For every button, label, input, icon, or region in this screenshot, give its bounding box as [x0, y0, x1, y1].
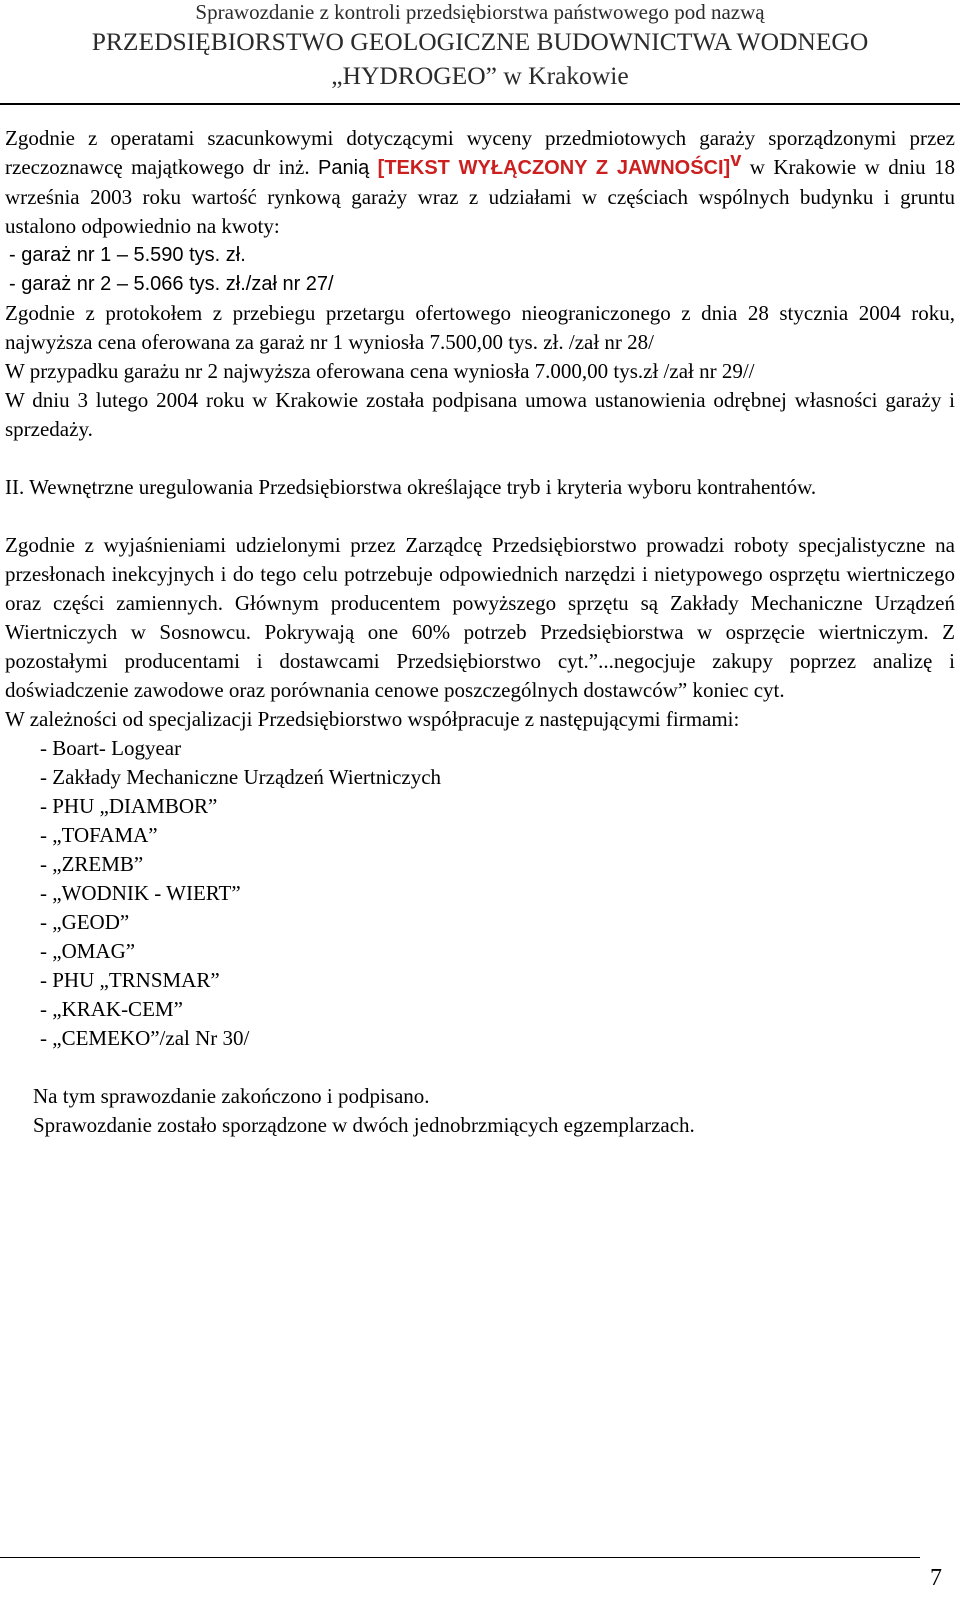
list-item: - „ZREMB”	[40, 852, 144, 876]
list-item: - Zakłady Mechaniczne Urządzeń Wiertniczych	[40, 765, 442, 789]
header-line-1: Sprawozdanie z kontroli przedsiębiorstwa państwowego pod nazwą	[195, 0, 765, 24]
list-item: - Boart- Logyear	[40, 736, 182, 760]
section-heading-ii	[5, 473, 955, 502]
paragraph-valuation	[5, 124, 955, 241]
firms-list	[5, 734, 955, 1053]
closing-line-2: Sprawozdanie zostało sporządzone w dwóch jednobrzmiących egzemplarzach.	[33, 1113, 695, 1137]
garage-2-value: - garaż nr 2 – 5.066 tys. zł./zał nr 27/	[9, 273, 334, 295]
paragraph-agreement-text: W dniu 3 lutego 2004 roku w Krakowie została podpisana umowa ustanowienia odrębnej własności garaży i sprzedaży.	[5, 388, 955, 441]
header-rule	[0, 103, 960, 105]
paragraph-tender	[5, 299, 955, 357]
header-line-3: „HYDROGEO” w Krakowie	[331, 61, 629, 90]
list-item: - PHU „TRNSMAR”	[40, 968, 220, 992]
paragraph-cooperation	[5, 705, 955, 734]
closing-line-1: Na tym sprawozdanie zakończono i podpisano.	[33, 1084, 430, 1108]
list-item: - „CEMEKO”/zal Nr 30/	[40, 1026, 250, 1050]
list-item: - PHU „DIAMBOR”	[40, 794, 218, 818]
list-item: - „TOFAMA”	[40, 823, 158, 847]
garage-1-value: - garaż nr 1 – 5.590 tys. zł.	[9, 244, 246, 266]
page-number: 7	[930, 1565, 942, 1591]
paragraph-garage-2-price-text: W przypadku garażu nr 2 najwyższa oferowana cena wyniosła 7.000,00 tys.zł /zał nr 29//	[5, 359, 755, 383]
section-heading-ii-text: II. Wewnętrzne uregulowania Przedsiębiorstwa określające tryb i kryteria wyboru kontrahentów.	[5, 475, 817, 499]
paragraph-agreement	[5, 386, 955, 444]
redacted-text: [TEKST WYŁĄCZONY Z JAWNOŚCI]	[377, 157, 731, 179]
header-line-2: PRZEDSIĘBIORSTWO GEOLOGICZNE BUDOWNICTWA WODNEGO	[91, 27, 869, 56]
paragraph-cooperation-text: W zależności od specjalizacji Przedsiębiorstwo współpracuje z następującymi firmami:	[5, 707, 740, 731]
document-body	[5, 124, 955, 1140]
list-item: - „OMAG”	[40, 939, 136, 963]
list-item: - „WODNIK - WIERT”	[40, 881, 241, 905]
paragraph-garage-2-price	[5, 357, 955, 386]
list-item: - „KRAK-CEM”	[40, 997, 183, 1021]
paragraph-tender-text: Zgodnie z protokołem z przebiegu przetargu ofertowego nieograniczonego z dnia 28 stycznia 2004 roku, najwyższa cena oferowana za garaż nr 1 wyniosła 7.500,00 tys. zł. /zał nr 28/	[5, 301, 955, 354]
paragraph-explanations	[5, 531, 955, 705]
list-item: - „GEOD”	[40, 910, 130, 934]
paragraph-valuation-text-a: Zgodnie z operatami szacunkowymi dotyczącymi wyceny przedmiotowych garaży sporządzonymi przez rzeczoznawcę majątkowego dr inż.	[5, 126, 955, 179]
footer-rule	[0, 1557, 920, 1558]
paragraph-valuation-text-b: Panią	[318, 157, 370, 179]
paragraph-explanations-text: Zgodnie z wyjaśnieniami udzielonymi przez Zarządcę Przedsiębiorstwo prowadzi roboty specjalistyczne na przesłonach inekcyjnych i do tego celu potrzebuje odpowiednich narzędzi i nietypowego osprzętu wiertniczego oraz części zamiennych. Głównym producentem powyższego sprzętu są Zakłady Mechaniczne Urządzeń Wiertniczych w Sosnowcu. Pokrywają one 60% potrzeb Przedsiębiorstwa w osprzęcie wiertniczym. Z pozostałymi producentami i dostawcami Przedsiębiorstwo cyt.”...negocjuje zakupy poprzez analizę i doświadczenie zawodowe oraz porównania cenowe poszczególnych dostawców” koniec cyt.	[5, 533, 955, 702]
footnote-marker: v	[730, 149, 742, 171]
paragraph-valuation-text-c: w Krakowie w dniu 18 września 2003 roku wartość rynkową garaży wraz z udziałami w częściach wspólnych budynku i gruntu ustalono odpowiednio na kwoty:	[5, 155, 956, 238]
